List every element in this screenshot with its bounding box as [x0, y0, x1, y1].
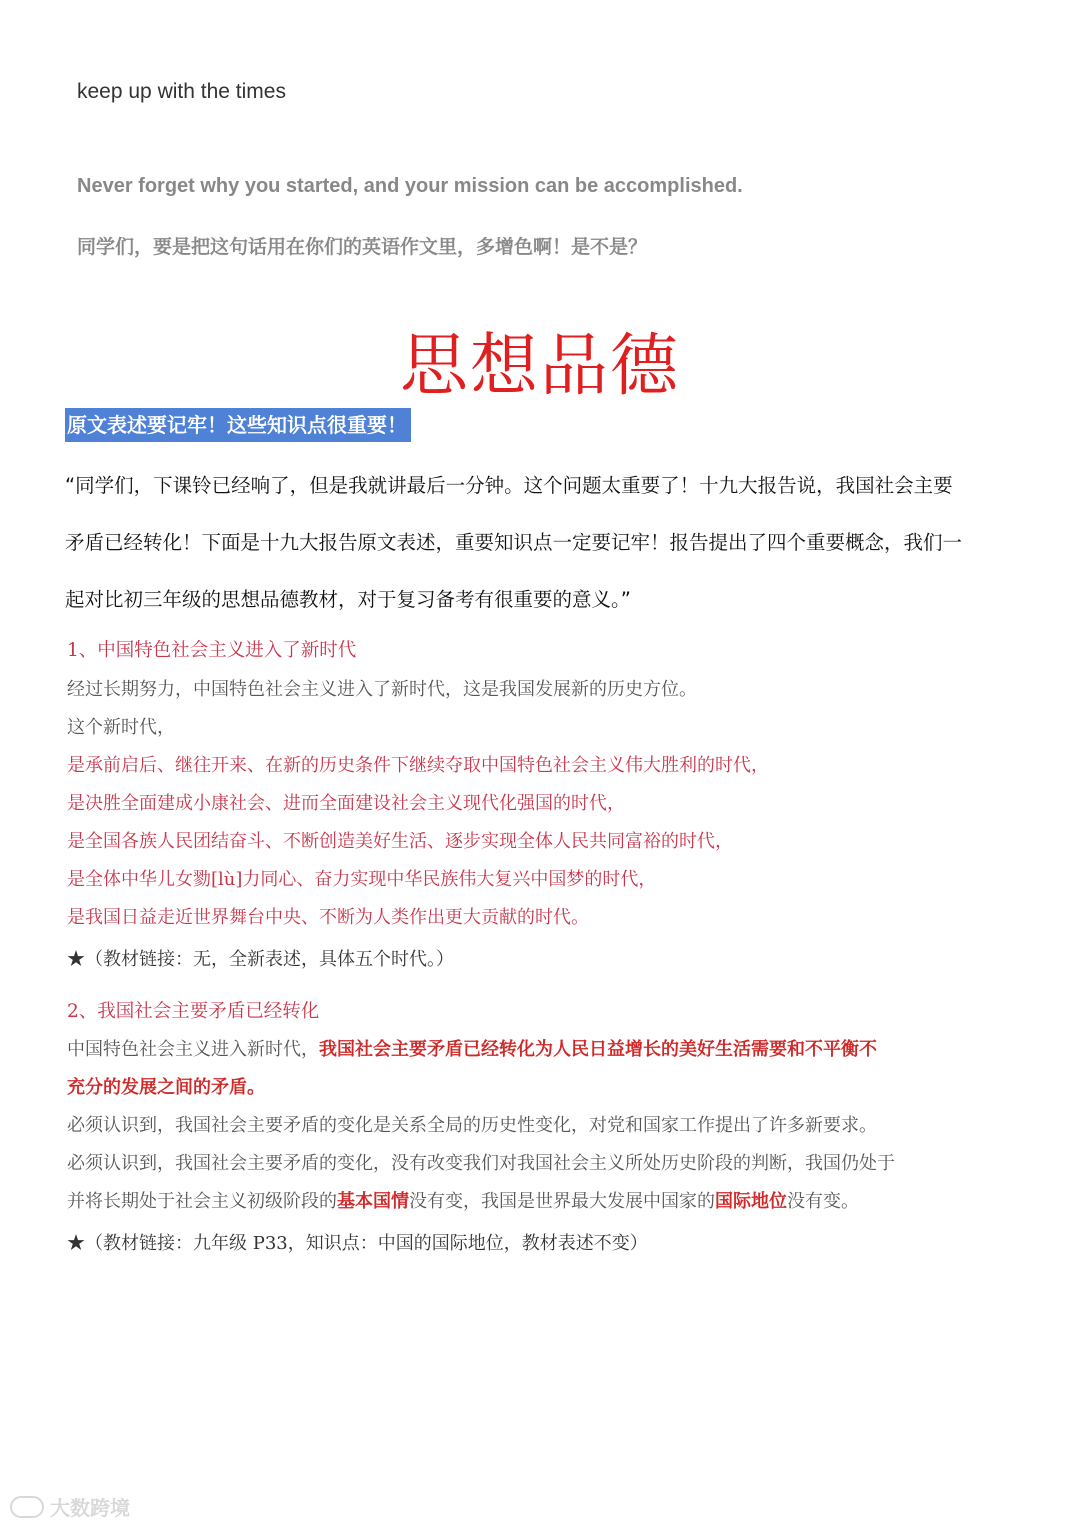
section-2-line-2-bold: 充分的发展之间的矛盾。	[67, 1077, 265, 1098]
section-2-line-2	[67, 1073, 265, 1099]
english-line-2: Never forget why you started, and your mission can be accomplished.	[77, 175, 743, 197]
chinese-intro: 同学们，要是把这句话用在你们的英语作文里，多增色啊！是不是？	[77, 236, 648, 258]
english-line-1: keep up with the times	[77, 80, 286, 103]
section-1-heading: 1、中国特色社会主义进入了新时代	[67, 640, 357, 661]
basic-national-condition: 基本国情	[337, 1191, 409, 1212]
section-1-point-2: 是决胜全面建成小康社会、进而全面建设社会主义现代化强国的时代，	[67, 793, 625, 814]
quote-line-2: 矛盾已经转化！下面是十九大报告原文表述，重要知识点一定要记牢！报告提出了四个重要概念，我们一	[65, 531, 963, 554]
section-1-point-5: 是我国日益走近世界舞台中央、不断为人类作出更大贡献的时代。	[67, 907, 589, 928]
quote-line-1: “同学们，下课铃已经响了，但是我就讲最后一分钟。这个问题太重要了！十九大报告说，我国社会主要	[65, 474, 953, 497]
line-5-part-a: 并将长期处于社会主义初级阶段的	[67, 1191, 337, 1212]
quote-line-3: 起对比初三年级的思想品德教材，对于复习备考有很重要的意义。”	[65, 588, 631, 611]
watermark	[10, 1492, 130, 1521]
line-5-part-c: 没有变，我国是世界最大发展中国家的	[409, 1191, 715, 1212]
section-2-line-1	[67, 1035, 877, 1061]
section-1-note: ★（教材链接：无，全新表述，具体五个时代。）	[67, 949, 454, 970]
section-2-line-5	[67, 1187, 859, 1213]
section-2-line-1-bold: 我国社会主要矛盾已经转化为人民日益增长的美好生活需要和不平衡不	[319, 1039, 877, 1060]
subject-title: 思想品德	[399, 327, 680, 406]
highlight-label: 原文表述要记牢！这些知识点很重要！	[65, 408, 411, 442]
section-1-line-1: 经过长期努力，中国特色社会主义进入了新时代，这是我国发展新的历史方位。	[67, 679, 697, 700]
international-status: 国际地位	[715, 1191, 787, 1212]
section-2-note: ★（教材链接：九年级 P33，知识点：中国的国际地位，教材表述不变）	[67, 1233, 648, 1254]
section-2-line-4: 必须认识到，我国社会主要矛盾的变化，没有改变我们对我国社会主义所处历史阶段的判断，我国仍处于	[67, 1153, 895, 1174]
section-1-point-1: 是承前启后、继往开来、在新的历史条件下继续夺取中国特色社会主义伟大胜利的时代，	[67, 755, 769, 776]
section-1-point-3: 是全国各族人民团结奋斗、不断创造美好生活、逐步实现全体人民共同富裕的时代，	[67, 831, 733, 852]
section-2-line-3: 必须认识到，我国社会主要矛盾的变化是关系全局的历史性变化，对党和国家工作提出了许多新要求。	[67, 1115, 877, 1136]
section-2-line-1-prefix: 中国特色社会主义进入新时代，	[67, 1039, 319, 1060]
section-1-line-2: 这个新时代，	[67, 717, 175, 738]
watermark-logo-icon	[10, 1496, 44, 1518]
line-5-part-e: 没有变。	[787, 1191, 859, 1212]
section-1-point-4: 是全体中华儿女勠[lù]力同心、奋力实现中华民族伟大复兴中国梦的时代，	[67, 869, 657, 890]
watermark-text: 大数跨境	[50, 1496, 130, 1520]
section-2-heading: 2、我国社会主要矛盾已经转化	[67, 1001, 320, 1022]
